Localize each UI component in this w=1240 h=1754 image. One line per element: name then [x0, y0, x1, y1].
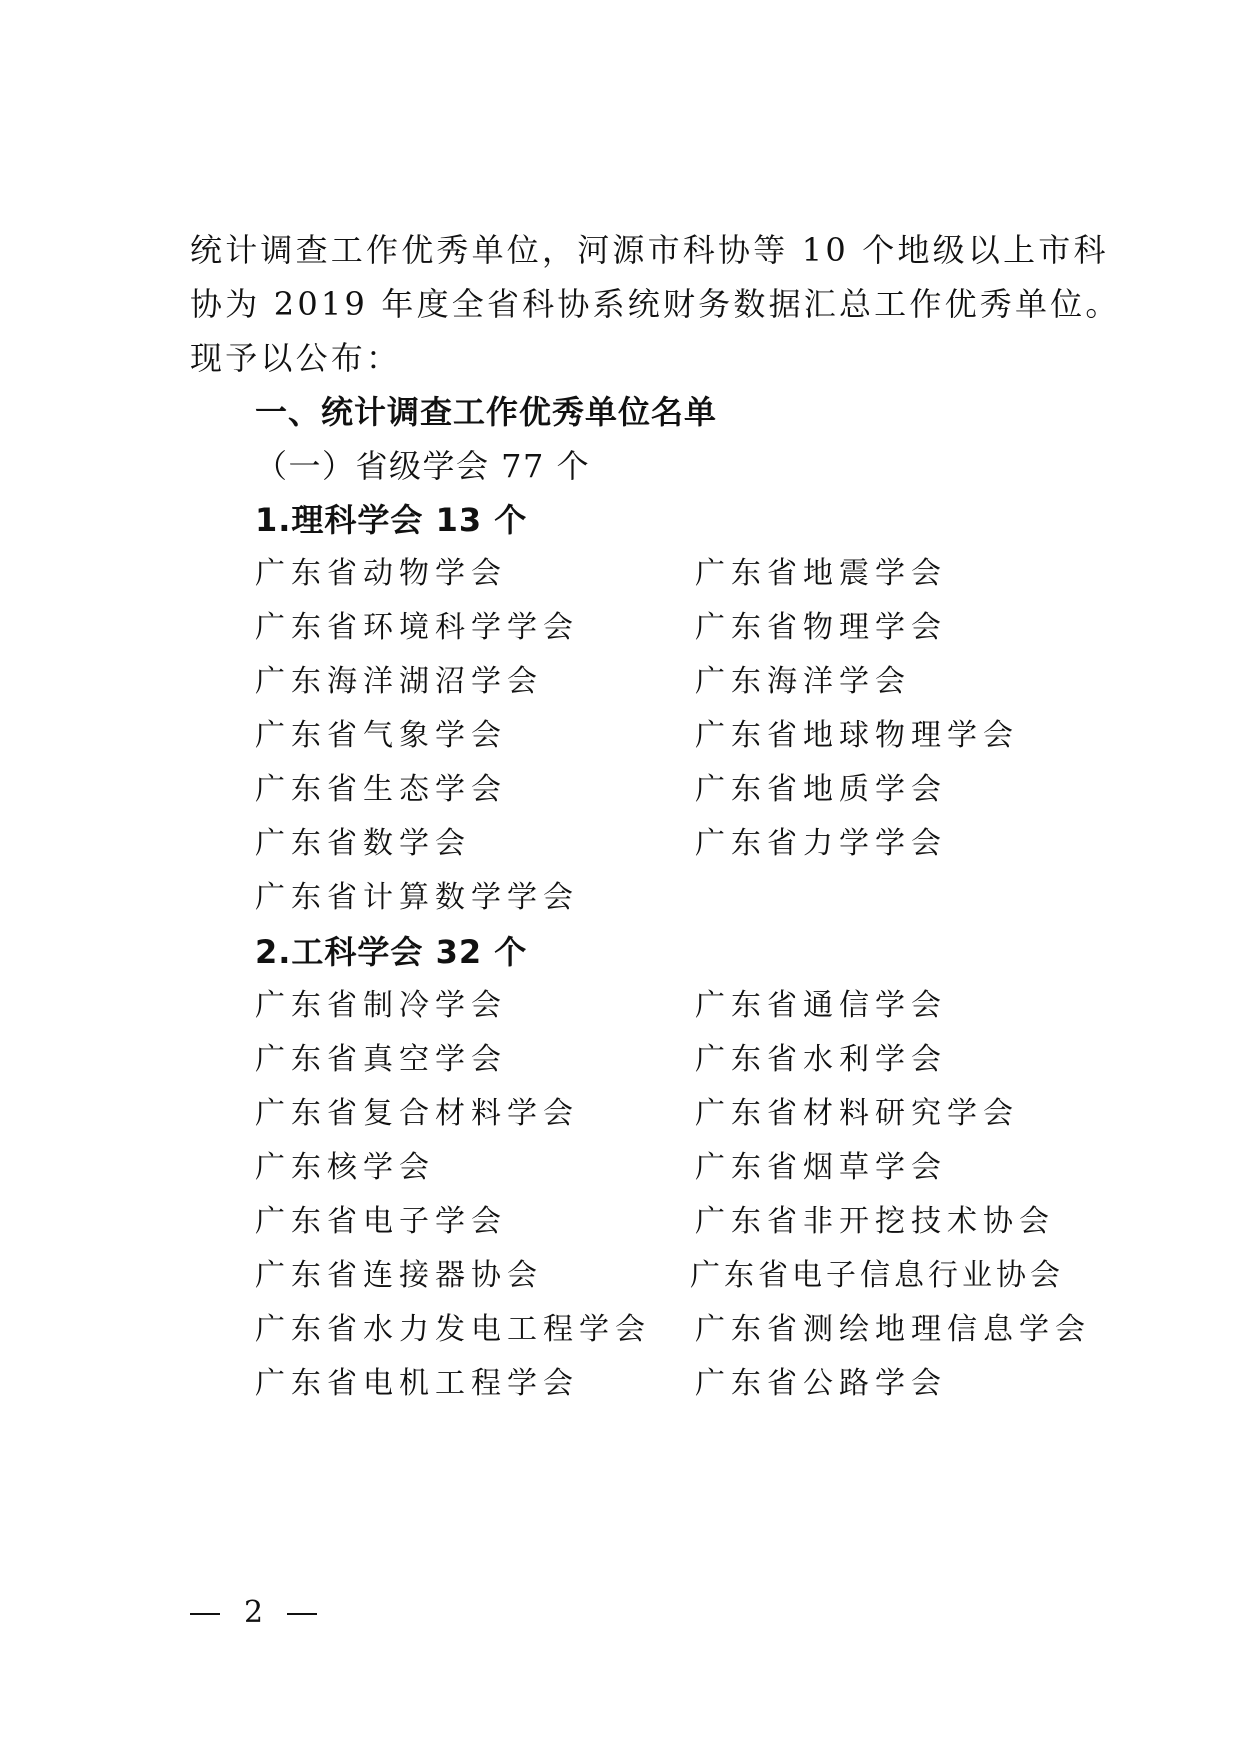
intro-line-3: 现予以公布：: [190, 339, 402, 377]
list-item: 广东省复合材料学会: [255, 1096, 579, 1131]
intro-line-1: 统计调查工作优秀单位，河源市科协等 10 个地级以上市科: [190, 231, 1109, 269]
list-item: 广东省公路学会: [695, 1366, 947, 1401]
list-item: 广东省连接器协会: [255, 1258, 543, 1293]
list-item: 广东省地震学会: [695, 556, 947, 591]
list-item: 广东省数学会: [255, 826, 471, 861]
list-item: 广东省电子信息行业协会: [690, 1258, 1064, 1293]
list-item: 广东省电机工程学会: [255, 1366, 579, 1401]
list-item: 广东省气象学会: [255, 718, 507, 753]
list-item: 广东省电子学会: [255, 1204, 507, 1239]
group-heading-science: 1.理科学会 13 个: [255, 501, 528, 539]
list-item: 广东省真空学会: [255, 1042, 507, 1077]
list-item: 广东省通信学会: [695, 988, 947, 1023]
list-item: 广东省力学学会: [695, 826, 947, 861]
group-heading-engineering: 2.工科学会 32 个: [255, 933, 528, 971]
section-heading: 一、统计调查工作优秀单位名单: [255, 393, 718, 431]
list-item: 广东省非开挖技术协会: [695, 1204, 1055, 1239]
list-item: 广东省水力发电工程学会: [255, 1312, 651, 1347]
footer-dash-left: [190, 1613, 220, 1615]
list-item: 广东省动物学会: [255, 556, 507, 591]
list-item: 广东海洋学会: [695, 664, 911, 699]
intro-line-2: 协为 2019 年度全省科协系统财务数据汇总工作优秀单位。: [190, 285, 1121, 323]
list-item: 广东海洋湖沼学会: [255, 664, 543, 699]
list-item: 广东省烟草学会: [695, 1150, 947, 1185]
list-item: 广东省物理学会: [695, 610, 947, 645]
list-item: 广东省水利学会: [695, 1042, 947, 1077]
page-footer: [190, 1593, 317, 1633]
list-item: 广东省地球物理学会: [695, 718, 1019, 753]
list-item: 广东省环境科学学会: [255, 610, 579, 645]
list-item: 广东核学会: [255, 1150, 435, 1185]
subsection-heading: （一）省级学会 77 个: [255, 447, 591, 485]
list-item: 广东省材料研究学会: [695, 1096, 1019, 1131]
list-item: 广东省制冷学会: [255, 988, 507, 1023]
list-item: 广东省测绘地理信息学会: [695, 1312, 1091, 1347]
list-item: 广东省生态学会: [255, 772, 507, 807]
list-item: 广东省地质学会: [695, 772, 947, 807]
list-item: 广东省计算数学学会: [255, 880, 579, 915]
footer-dash-right: [287, 1613, 317, 1615]
page-number: 2: [244, 1595, 264, 1630]
